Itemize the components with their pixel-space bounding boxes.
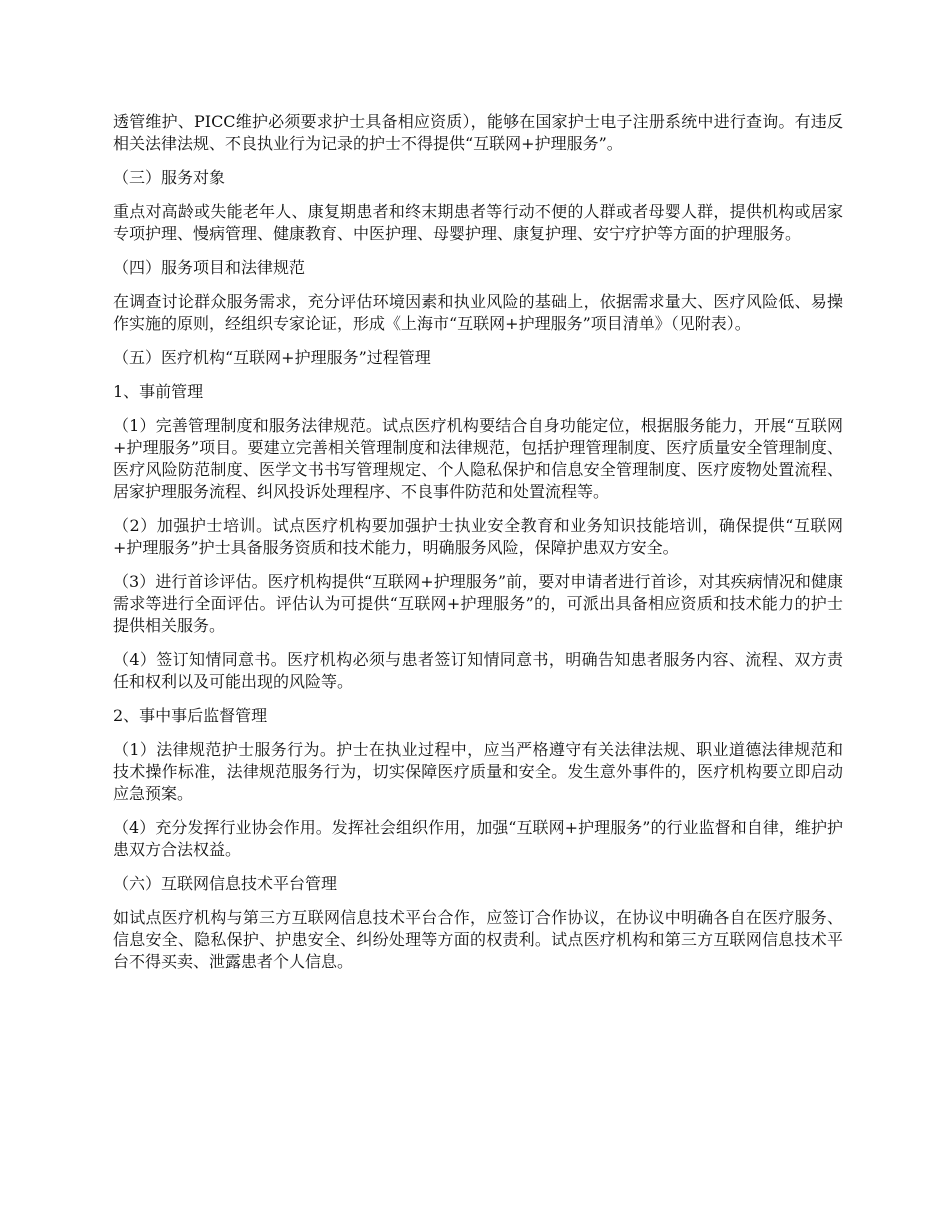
paragraph-platform-cooperation: 如试点医疗机构与第三方互联网信息技术平台合作，应签订合作协议，在协议中明确各自在医疗服务、信息安全、隐私保护、护患安全、纠纷处理等方面的权责利。试点医疗机构和第三方互联网信息技术平台不得买卖、泄露患者个人信息。: [113, 908, 843, 971]
paragraph-first-assessment: （3）进行首诊评估。医疗机构提供“互联网+护理服务”前，要对申请者进行首诊，对其疾病情况和健康需求等进行全面评估。评估认为可提供“互联网+护理服务”的，可派出具备相应资质和技术能力的护士提供相关服务。: [113, 572, 843, 635]
paragraph-informed-consent: （4）签订知情同意书。医疗机构必须与患者签订知情同意书，明确告知患者服务内容、流程、双方责任和权利以及可能出现的风险等。: [113, 650, 843, 691]
paragraph-nurse-training: （2）加强护士培训。试点医疗机构要加强护士执业安全教育和业务知识技能培训，确保提供“互联网+护理服务”护士具备服务资质和技术能力，明确服务风险，保障护患双方安全。: [113, 516, 843, 557]
paragraph-qualification: 透管维护、PICC维护必须要求护士具备相应资质），能够在国家护士电子注册系统中进行查询。有违反相关法律法规、不良执业行为记录的护士不得提供“互联网+护理服务”。: [113, 112, 843, 153]
section-heading-process-management: （五）医疗机构“互联网+护理服务”过程管理: [113, 348, 431, 367]
subheading-supervision: 2、事中事后监督管理: [113, 706, 268, 725]
paragraph-industry-association: （4）充分发挥行业协会作用。发挥社会组织作用，加强“互联网+护理服务”的行业监督和自律，维护护患双方合法权益。: [113, 818, 843, 859]
paragraph-service-items: 在调查讨论群众服务需求，充分评估环境因素和执业风险的基础上，依据需求量大、医疗风险低、易操作实施的原则，经组织专家论证，形成《上海市“互联网+护理服务”项目清单》（见附表）。: [113, 292, 843, 333]
subheading-pre-management: 1、事前管理: [113, 382, 204, 401]
paragraph-nurse-conduct: （1）法律规范护士服务行为。护士在执业过程中，应当严格遵守有关法律法规、职业道德法律规范和技术操作标准，法律规范服务行为，切实保障医疗质量和安全。发生意外事件的，医疗机构要立即启动应急预案。: [113, 740, 843, 803]
section-heading-service-targets: （三）服务对象: [113, 168, 226, 187]
section-heading-service-items: （四）服务项目和法律规范: [113, 258, 306, 277]
paragraph-service-targets: 重点对高龄或失能老年人、康复期患者和终末期患者等行动不便的人群或者母婴人群，提供机构或居家专项护理、慢病管理、健康教育、中医护理、母婴护理、康复护理、安宁疗护等方面的护理服务。: [113, 202, 843, 243]
section-heading-platform-management: （六）互联网信息技术平台管理: [113, 874, 338, 893]
paragraph-management-system: （1）完善管理制度和服务法律规范。试点医疗机构要结合自身功能定位，根据服务能力，开展“互联网+护理服务”项目。要建立完善相关管理制度和法律规范，包括护理管理制度、医疗质量安全管理制度、医疗风险防范制度、医学文书书写管理规定、个人隐私保护和信息安全管理制度、医疗废物处置流程、居家护理服务流程、纠风投诉处理程序、不良事件防范和处置流程等。: [113, 416, 843, 501]
document-page: [113, 111, 843, 985]
